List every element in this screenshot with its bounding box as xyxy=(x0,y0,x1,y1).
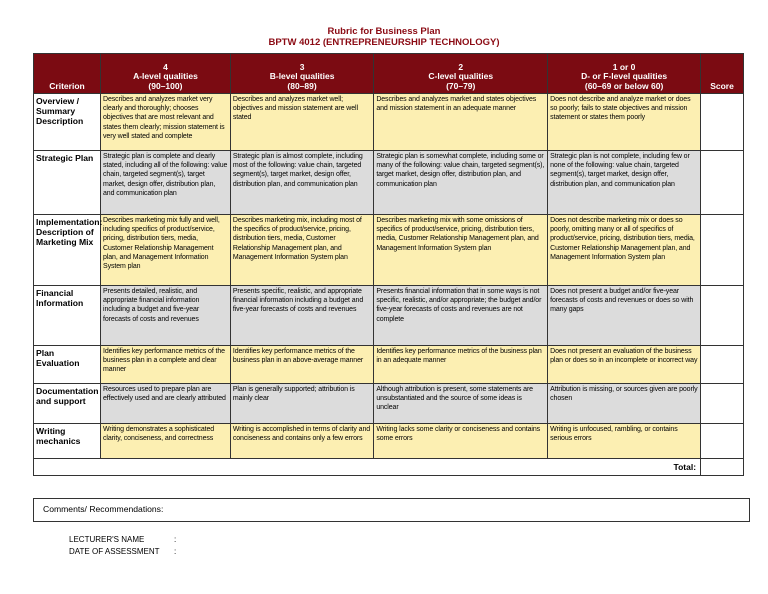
date-of-assessment-label: DATE OF ASSESSMENT xyxy=(69,547,160,556)
document-subtitle: BPTW 4012 (ENTREPRENEURSHIP TECHNOLOGY) xyxy=(268,37,500,48)
rubric-cell: Presents specific, realistic, and appropriate financial information including a budget and five-year forecasts of costs and revenues xyxy=(230,286,373,346)
score-cell[interactable] xyxy=(701,384,744,424)
header-row xyxy=(34,54,744,94)
rubric-cell: Does not present a budget and/or five-year forecasts of costs and revenues or does so with many gaps xyxy=(548,286,701,346)
total-row xyxy=(34,459,744,476)
document-title-block xyxy=(0,26,768,48)
level-name: A-level qualities xyxy=(133,71,198,81)
score-cell[interactable] xyxy=(701,215,744,286)
level-range: (80–89) xyxy=(287,80,317,91)
level-range: (60–69 or below 60) xyxy=(584,80,664,91)
rubric-cell: Plan is generally supported; attribution is mainly clear xyxy=(230,384,373,424)
table-row-plan-evaluation xyxy=(34,346,744,384)
rubric-cell: Does not present an evaluation of the business plan or does so in an incomplete or incorrect way xyxy=(548,346,701,384)
comments-box[interactable] xyxy=(33,498,750,522)
rubric-cell: Describes marketing mix with some omissions of specifics of product/service, pricing, distribution tiers, media, Customer Relationship Management plan, and Management Information System plan xyxy=(374,215,548,286)
rubric-cell: Although attribution is present, some statements are unsubstantiated and the source of some ideas is unclear xyxy=(374,384,548,424)
table-row-implementation xyxy=(34,215,744,286)
rubric-cell: Presents detailed, realistic, and appropriate financial information including a budget and five-year forecasts of costs and revenues xyxy=(101,286,231,346)
score-cell[interactable] xyxy=(701,346,744,384)
level-range: (90–100) xyxy=(148,80,183,91)
table-row-financial xyxy=(34,286,744,346)
rubric-cell: Presents financial information that in some ways is not specific, realistic, and/or appropriate; the budget and/or five-year forecasts of costs and revenues are not complete xyxy=(374,286,548,346)
level-number: 1 or 0 xyxy=(612,61,636,72)
level-header-1 xyxy=(548,54,701,94)
rubric-cell: Identifies key performance metrics of the business plan in an above-average manner xyxy=(230,346,373,384)
criterion-label: Implementation: Description of Marketing Mix xyxy=(34,215,101,286)
lecturer-name-label: LECTURER'S NAME xyxy=(69,535,145,544)
rubric-cell: Does not describe and analyze market or does so poorly; fails to state objectives and mission statement or states them poorly xyxy=(548,94,701,151)
rubric-cell: Describes and analyzes market very clearly and thoroughly; chooses objectives that are most relevant and states them clearly; mission statement is very well stated and complete xyxy=(101,94,231,151)
level-header-4 xyxy=(101,54,231,94)
criterion-label: Financial Information xyxy=(34,286,101,346)
level-number: 2 xyxy=(458,61,464,72)
criterion-label: Plan Evaluation xyxy=(34,346,101,384)
rubric-cell: Describes and analyzes market and states objectives and mission statement in an adequate manner xyxy=(374,94,548,151)
rubric-cell: Identifies key performance metrics of the business plan in an adequate manner xyxy=(374,346,548,384)
level-name: B-level qualities xyxy=(269,71,335,81)
date-of-assessment-line xyxy=(69,547,176,556)
score-cell[interactable] xyxy=(701,424,744,459)
rubric-cell: Describes marketing mix fully and well, including specifics of product/service, pricing, distribution tiers, media, Customer Relationship Management plan, and Management Information System plan xyxy=(101,215,231,286)
rubric-cell: Resources used to prepare plan are effectively used and are clearly attributed xyxy=(101,384,231,424)
criterion-label: Overview / Summary Description xyxy=(34,94,101,151)
level-name: D- or F-level qualities xyxy=(581,71,668,81)
table-row-overview xyxy=(34,94,744,151)
rubric-cell: Writing is accomplished in terms of clarity and conciseness and contains only a few errors xyxy=(230,424,373,459)
score-cell[interactable] xyxy=(701,94,744,151)
rubric-cell: Writing demonstrates a sophisticated clarity, conciseness, and correctness xyxy=(101,424,231,459)
rubric-cell: Strategic plan is somewhat complete, including some or many of the following: value chain, targeted segment(s), target market, design offer, distribution plan, and communication plan xyxy=(374,151,548,215)
table-row-strategic-plan xyxy=(34,151,744,215)
score-cell[interactable] xyxy=(701,151,744,215)
rubric-cell: Writing is unfocused, rambling, or contains serious errors xyxy=(548,424,701,459)
rubric-cell: Attribution is missing, or sources given are poorly chosen xyxy=(548,384,701,424)
date-of-assessment-separator: : xyxy=(174,547,177,556)
rubric-cell: Identifies key performance metrics of the business plan in a complete and clear manner xyxy=(101,346,231,384)
criterion-label: Strategic Plan xyxy=(34,151,101,215)
criterion-header: Criterion xyxy=(34,54,101,94)
rubric-cell: Describes and analyzes market well; objectives and mission statement are well stated xyxy=(230,94,373,151)
rubric-table xyxy=(33,53,744,476)
rubric-cell: Strategic plan is complete and clearly stated, including all of the following: value chain, targeted segment(s), target market, design offer, distribution plan, and communication plan xyxy=(101,151,231,215)
criterion-label: Writing mechanics xyxy=(34,424,101,459)
total-score-cell[interactable] xyxy=(701,459,744,476)
score-cell[interactable] xyxy=(701,286,744,346)
rubric-cell: Writing lacks some clarity or conciseness and contains some errors xyxy=(374,424,548,459)
document-title: Rubric for Business Plan xyxy=(327,26,441,37)
total-label: Total: xyxy=(34,459,701,476)
table-row-documentation xyxy=(34,384,744,424)
score-header: Score xyxy=(701,54,744,94)
level-header-3 xyxy=(230,54,373,94)
rubric-cell: Strategic plan is almost complete, including most of the following: value chain, targeted segment(s), target market, design offer, distribution plan, and communication plan xyxy=(230,151,373,215)
level-number: 3 xyxy=(299,61,305,72)
level-number: 4 xyxy=(163,61,168,72)
rubric-cell: Describes marketing mix, including most of the specifics of product/service, pricing, distribution tiers, media, Customer Relationship Management plan, and Management Information System plan xyxy=(230,215,373,286)
criterion-label: Documentation and support xyxy=(34,384,101,424)
comments-label: Comments/ Recommendations: xyxy=(43,504,164,514)
lecturer-name-line xyxy=(69,535,176,544)
rubric-cell: Strategic plan is not complete, including few or none of the following: value chain, targeted segment(s), target market, design offer, distribution plan, and communication plan xyxy=(548,151,701,215)
level-header-2 xyxy=(374,54,548,94)
lecturer-name-separator: : xyxy=(174,535,177,544)
rubric-cell: Does not describe marketing mix or does so poorly, omitting many or all of specifics of product/service, pricing, distribution tiers, media, Customer Relationship Management plan, and Management Information System plan xyxy=(548,215,701,286)
level-name: C-level qualities xyxy=(428,71,494,81)
table-row-writing xyxy=(34,424,744,459)
level-range: (70–79) xyxy=(446,80,476,91)
